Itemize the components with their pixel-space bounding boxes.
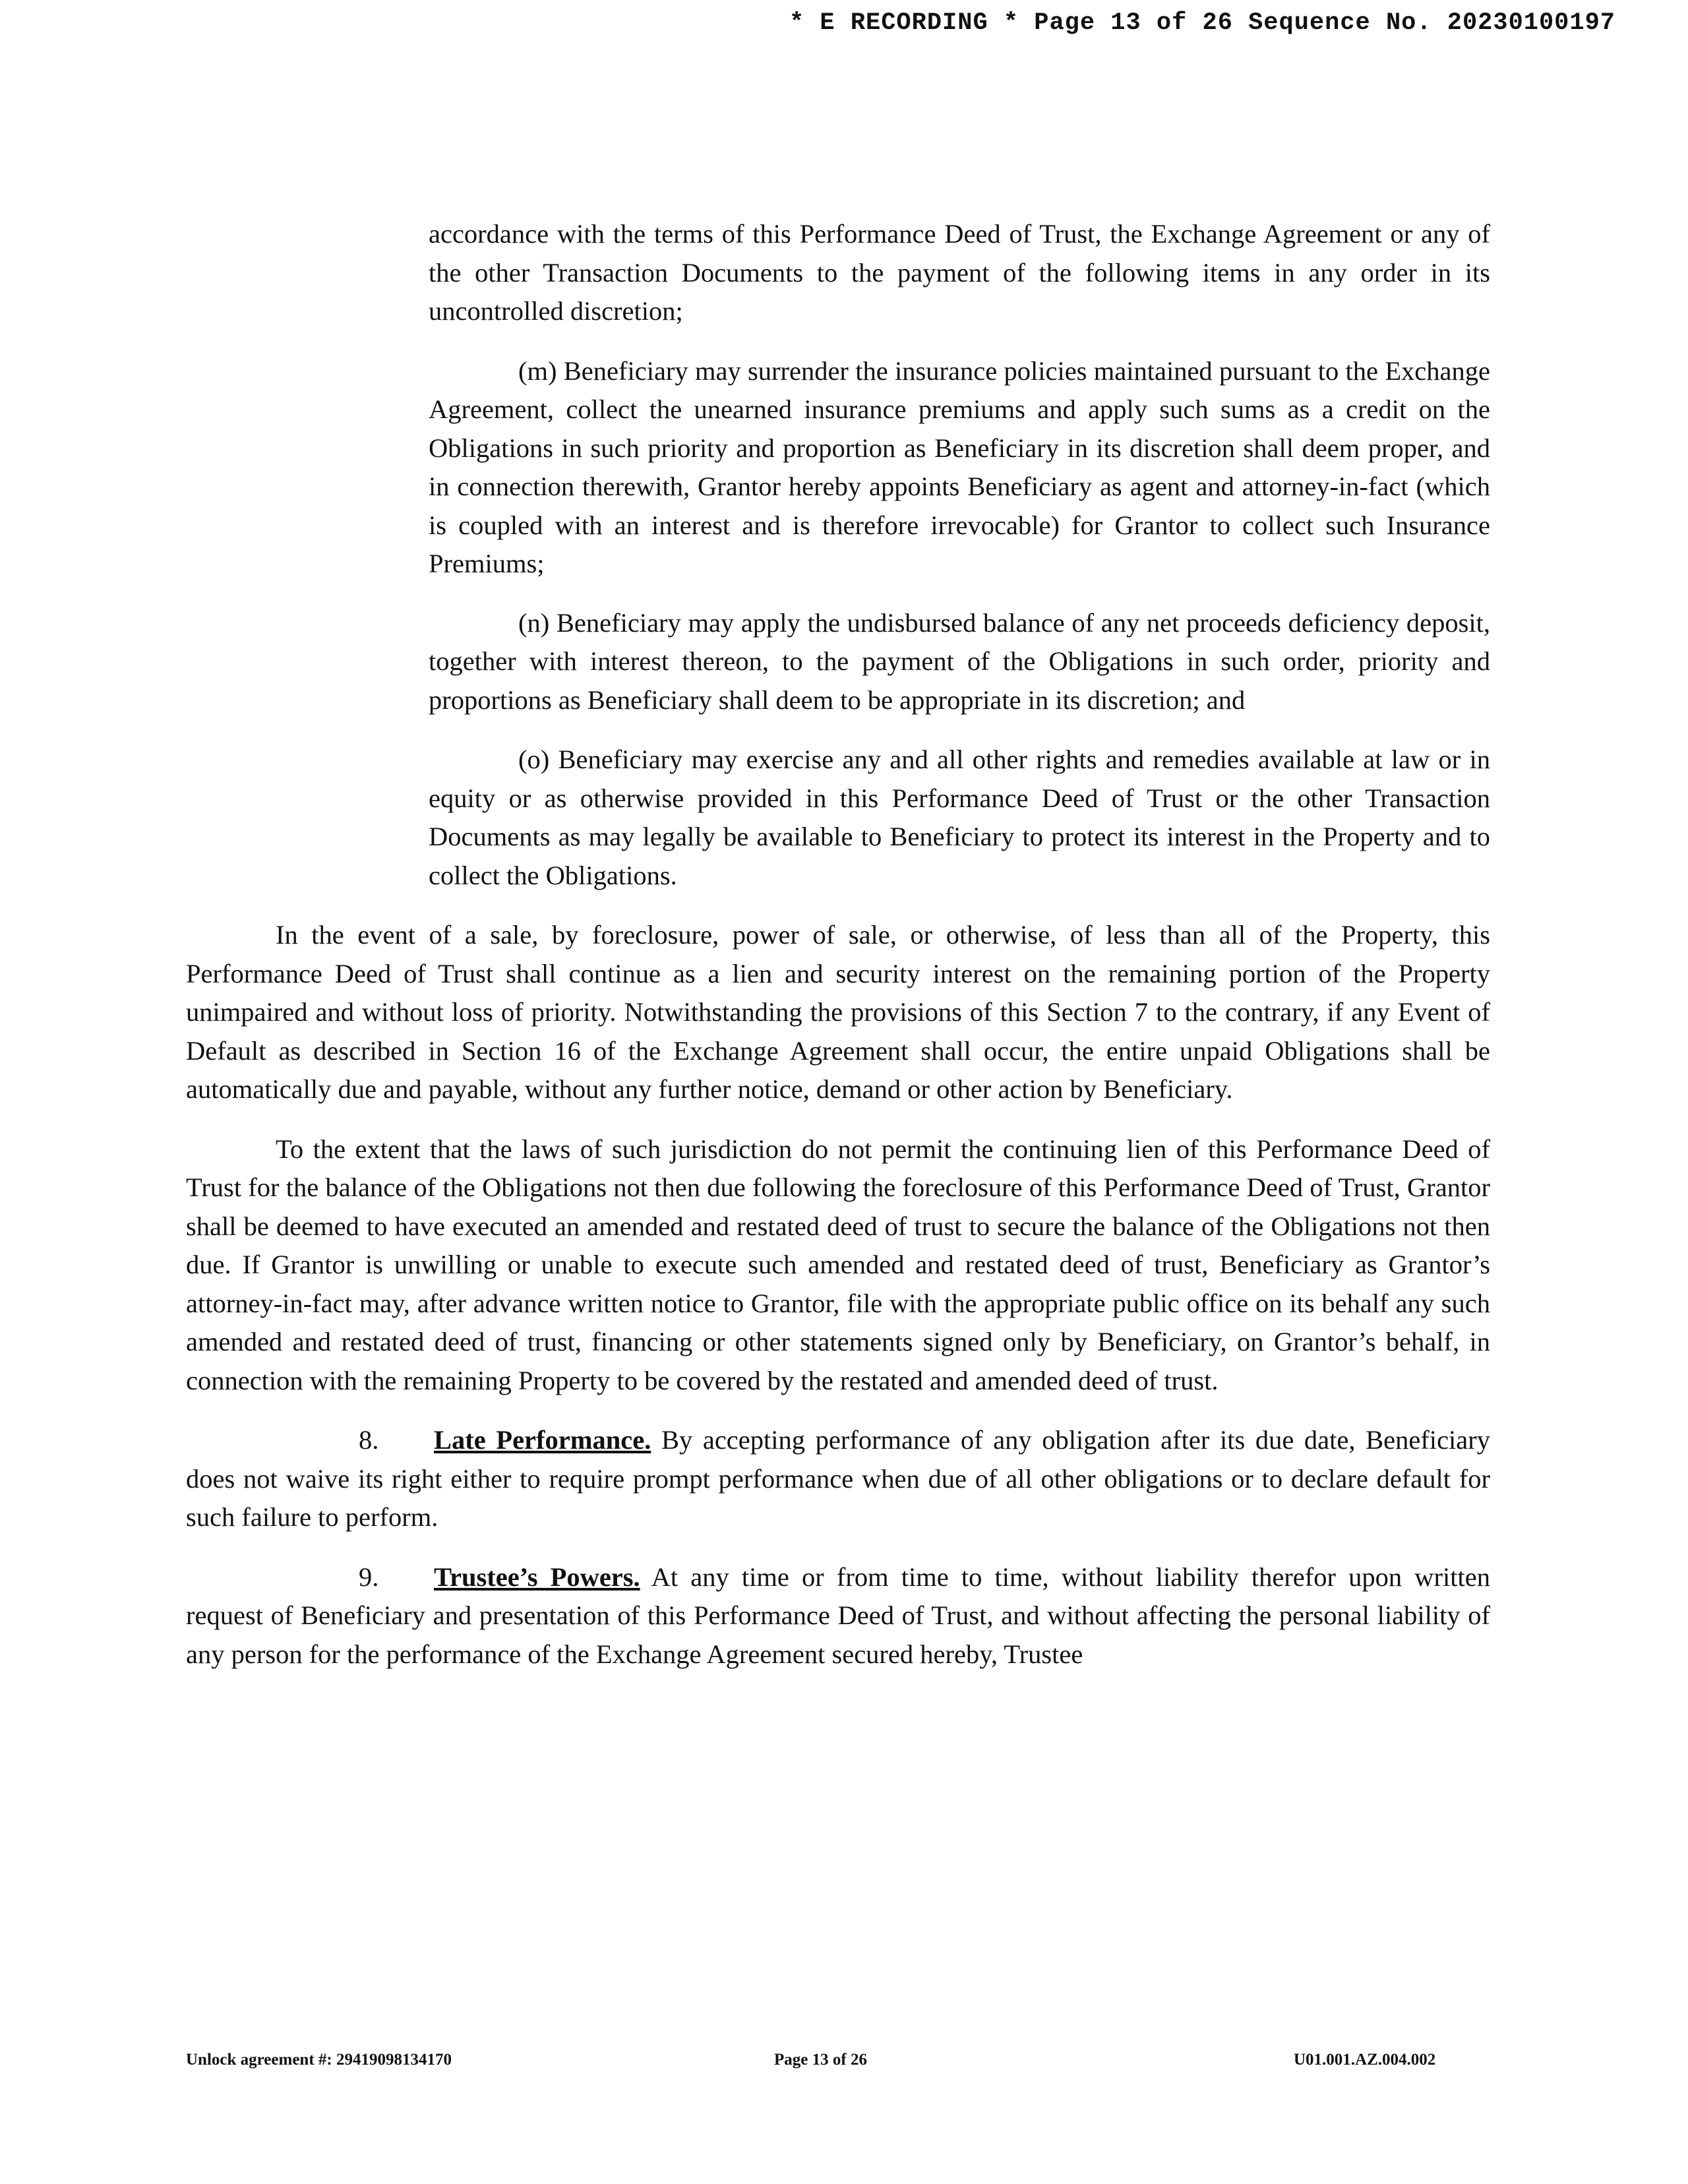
footer-agreement-number: Unlock agreement #: 29419098134170 [186,2051,452,2069]
section-8 [186,1421,1490,1537]
footer-page-number: Page 13 of 26 [774,2051,867,2069]
section-9-heading: Trustee’s Powers. [434,1562,640,1592]
clause-o: (o) Beneficiary may exercise any and all other rights and remedies available at law or in equity or as otherwise provided in this Performance Deed of Trust or the other Transaction Documents as may legally be available to Beneficiary to protect its interest in the Property and to collect the Obligations. [429,744,1490,890]
clause-m: (m) Beneficiary may surrender the insurance policies maintained pursuant to the Exchange Agreement, collect the unearned insurance premiums and apply such sums as a credit on the Obligations in such priority and proportion as Beneficiary in its discretion shall deem proper, and in connection therewith, Grantor hereby appoints Beneficiary as agent and attorney-in-fact (which is coupled with an interest and is therefore irrevocable) for Grantor to collect such Insurance Premiums; [429,355,1490,578]
section-8-text: By accepting performance of any obligation after its due date, Beneficiary does not waive its right either to require prompt performance when due of all other obligations or to declare default for such failure to perform. [186,1425,1491,1532]
document-body [186,215,1490,1674]
section-8-number: 8. [359,1425,379,1455]
clause-n: (n) Beneficiary may apply the undisbursed balance of any net proceeds deficiency deposit, together with interest thereon, to the payment of the Obligations in such order, priority and proportions as Beneficiary shall deem to be appropriate in its discretion; and [429,607,1490,715]
footer-document-code: U01.001.AZ.004.002 [1294,2051,1436,2069]
section-9 [186,1558,1490,1674]
recording-stamp: * E RECORDING * Page 13 of 26 Sequence No. 20230100197 [789,9,1615,37]
continuing-lien-paragraph: To the extent that the laws of such jurisdiction do not permit the continuing lien of this Performance Deed of Trust for the balance of the Obligations not then due following the foreclosure of this Performance Deed of Trust, Grantor shall be deemed to have executed an amended and restated deed of trust to secure the balance of the Obligations not then due. If Grantor is unwilling or unable to execute such amended and restated deed of trust, Beneficiary as Grantor’s attorney-in-fact may, after advance written notice to Grantor, file with the appropriate public office on its behalf any such amended and restated deed of trust, financing or other statements signed only by Beneficiary, on Grantor’s behalf, in connection with the remaining Property to be covered by the restated and amended deed of trust. [186,1134,1490,1395]
section-9-text: At any time or from time to time, without liability therefor upon written request of Beneficiary and presentation of this Performance Deed of Trust, and without affecting the personal liability of any person for the performance of the Exchange Agreement secured hereby, Trustee [186,1562,1491,1669]
continuation-paragraph: accordance with the terms of this Performance Deed of Trust, the Exchange Agreement or any of the other Transaction Documents to the payment of the following items in any order in its uncontrolled discretion; [429,219,1490,326]
partial-sale-paragraph: In the event of a sale, by foreclosure, power of sale, or otherwise, of less than all of the Property, this Performance Deed of Trust shall continue as a lien and security interest on the remaining portion of the Property unimpaired and without loss of priority. Notwithstanding the provisions of this Section 7 to the contrary, if any Event of Default as described in Section 16 of the Exchange Agreement shall occur, the entire unpaid Obligations shall be automatically due and payable, without any further notice, demand or other action by Beneficiary. [186,920,1490,1104]
section-9-number: 9. [359,1562,379,1592]
section-8-heading: Late Performance. [434,1425,651,1455]
